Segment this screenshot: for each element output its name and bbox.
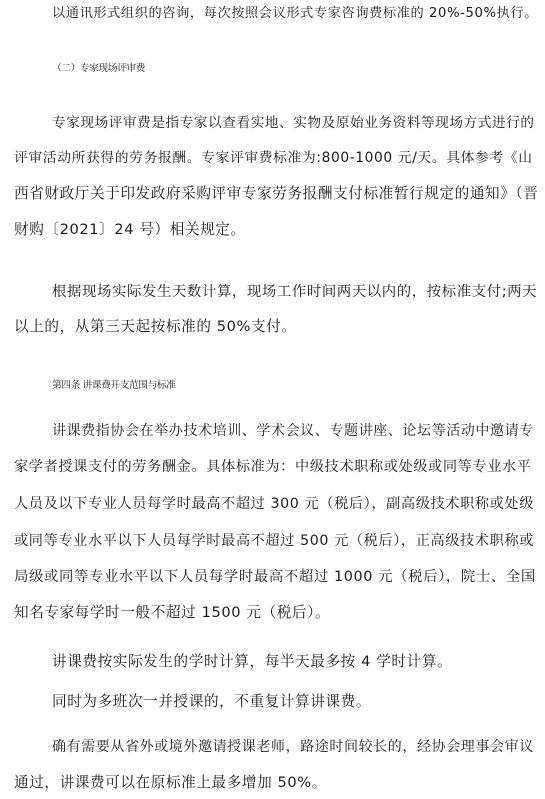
section-heading: （二）专家现场评审费	[52, 63, 145, 74]
paragraph-line: 专家现场评审费是指专家以查看实地、实物及原始业务资料等现场方式进行的	[52, 115, 535, 131]
paragraph-line: 以通讯形式组织的咨询，每次按照会议形式专家咨询费标准的 20%-50%执行。	[52, 6, 538, 21]
paragraph-line: 确有需要从省外或境外邀请授课老师，路途时间较长的，经协会理事会审议	[52, 739, 534, 755]
paragraph-line: 以上的，从第三天起按标准的 50%支付。	[14, 318, 297, 335]
paragraph-line: 根据现场实际发生天数计算，现场工作时间两天以内的，按标准支付;两天	[52, 284, 538, 300]
paragraph-line: 财购〔2021〕24 号）相关规定。	[14, 221, 246, 238]
paragraph-line: 西省财政厅关于印发政府采购评审专家劳务报酬支付标准暂行规定的通知》（晋	[14, 185, 539, 202]
paragraph-line: 讲课费指协会在举办技术培训、学术会议、专题讲座、论坛等活动中邀请专	[52, 423, 534, 439]
paragraph-line: 知名专家每学时一般不超过 1500 元（税后）。	[14, 604, 331, 621]
article-heading: 第四条 讲课费开支范围与标准	[52, 380, 176, 391]
paragraph-line: 讲课费按实际发生的学时计算，每半天最多按 4 学时计算。	[52, 653, 453, 670]
paragraph-line: 或同等专业水平以下人员每学时最高不超过 500 元（税后），正高级技术职称或	[14, 533, 534, 549]
paragraph-line: 评审活动所获得的劳务报酬。专家评审费标准为:800-1000 元/天。具体参考《山	[14, 150, 533, 166]
paragraph-line: 人员及以下专业人员每学时最高不超过 300 元（税后），副高级技术职称或处级	[14, 496, 534, 512]
paragraph-line: 同时为多班次一并授课的，不重复计算讲课费。	[52, 693, 372, 710]
paragraph-line: 家学者授课支付的劳务酬金。具体标准为：中级技术职称或处级或同等专业水平	[14, 459, 532, 475]
paragraph-line: 局级或同等专业水平以下人员每学时最高不超过 1000 元（税后），院士、全国	[14, 569, 536, 585]
paragraph-line: 通过，讲课费可以在原标准上最多增加 50%。	[14, 774, 327, 791]
